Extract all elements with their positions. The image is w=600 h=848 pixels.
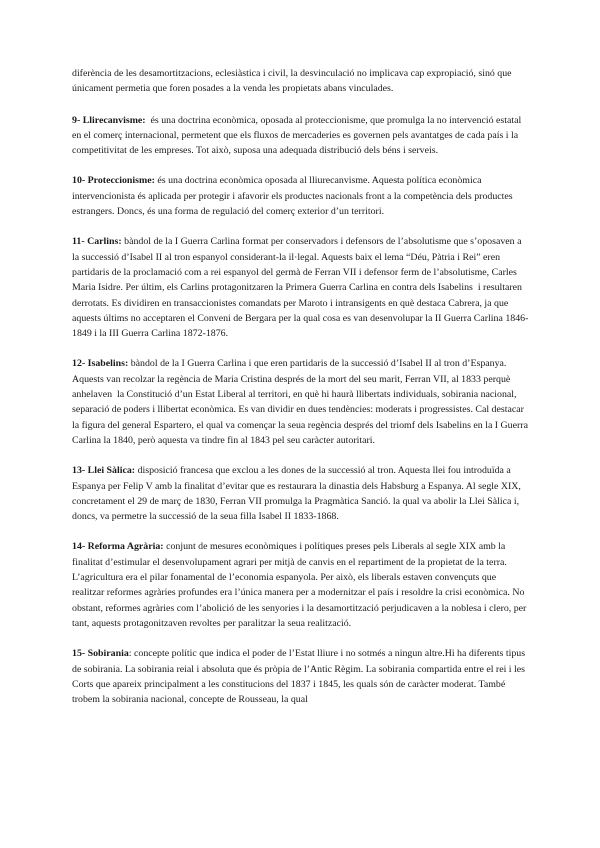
entry-sobirania <box>72 646 529 707</box>
entry-llei-salica <box>72 463 529 524</box>
entry-term: 12- Isabelins: <box>72 358 129 370</box>
entry-text: : concepte polític que indica el poder de l’Estat lliure i no sotmés a ningun altre.Hi ha diferents tipus de sobirania. La sobirania reial i absoluta que és pròpia de l’Antic Règim. La sobirania compartida entre el rei i les Corts que apareix principalment a les constitucions del 1837 i 1845, les quals són de caràcter moderat. També trobem la sobirania nacional, concepte de Rousseau, la qual <box>72 648 528 706</box>
entry-term: 9- Llirecanvisme: <box>72 114 146 126</box>
entry-carlins <box>72 234 529 341</box>
entry-text: bàndol de la I Guerra Carlina i que eren partidaris de la successió d’Isabel II al tron d’Espanya. Aquests van recolzar la regència de Maria Cristina després de la mort del seu marit, Ferran VII, al 1833 perquè anhelaven la Constitució d’un Estat Liberal al territori, en què hi haurà llibertats individuals, sobirania nacional, separació de poders i llibertat econòmica. Es van dividir en dues tendències: moderats i progressistes. Cal destacar la figura del general Espartero, el qual va començar la seua regència després del triomf dels Isabelins en la I Guerra Carlina la 1840, però aquesta va tindre fin al 1843 pel seu caràcter autoritari. <box>72 358 531 446</box>
entry-term: 10- Proteccionisme: <box>72 175 155 187</box>
entry-text: bàndol de la I Guerra Carlina format per conservadors i defensors de l’absolutisme que s’oposaven a la successió d’Isabel II al tron espanyol considerant-la il·legal. Aquests baix el lema “Déu, Pàtria i Rei” eren partidaris de la proclamació com a rei espanyol del germà de Ferran VII i defensor ferm de l’absolutisme, Carles Maria Isidre. Per últim, els Carlins protagonitzaren la Primera Guerra Carlina en contra dels Isabelins i resultaren derrotats. Es dividiren en transaccionistes comandats per Maroto i intransigents en què destaca Cabrera, ja que aquests últims no acceptaren el Conveni de Bergara per la qual cosa es van desenvolupar la II Guerra Carlina 1846-1849 i la III Guerra Carlina 1872-1876. <box>72 236 529 340</box>
entry-text: disposició francesa que exclou a les dones de la successió al tron. Aquesta llei fou introduïda a Espanya per Felip V amb la finalitat d’evitar que es restaurara la dinastia dels Habsburg a Espanya. Al segle XIX, concretament el 29 de març de 1830, Ferran VII promulga la Pragmàtica Sanció. la qual va abolir la Llei Sàlica i, doncs, va permetre la successió de la seua filla Isabel II 1833-1868. <box>72 465 524 523</box>
entry-term: 11- Carlins: <box>72 236 122 248</box>
entry-isabelins <box>72 356 529 448</box>
entry-text: és una doctrina econòmica oposada al lliurecanvisme. Aquesta política econòmica intervencionista és aplicada per protegir i afavorir els productes nacionals front a la competència dels productes estrangers. Doncs, és una forma de regulació del comerç exterior d’un territori. <box>72 175 516 218</box>
intro-paragraph <box>72 66 529 97</box>
entry-proteccionisme <box>72 173 529 219</box>
entry-term: 13- Llei Sàlica: <box>72 465 136 477</box>
entry-librecanvisme <box>72 113 529 159</box>
entry-term: 15- Sobirania <box>72 648 129 660</box>
entry-text: és una doctrina econòmica, oposada al proteccionisme, que promulga la no intervenció estatal en el comerç internacional, permetent que els fluxos de mercaderies es governen pels avantatges de cada país i la competitivitat de les empreses. Tot això, suposa una adequada distribució dels béns i serveis. <box>72 114 524 157</box>
entry-term: 14- Reforma Agrària: <box>72 541 164 553</box>
document-page <box>72 66 529 722</box>
intro-text: diferència de les desamortitzacions, eclesiàstica i civil, la desvinculació no implicava cap expropiació, sinó que únicament permetia que foren posades a la venda les propietats abans vinculades. <box>72 68 512 95</box>
entry-reforma-agraria <box>72 539 529 631</box>
entry-text: conjunt de mesures econòmiques i polítiques preses pels Liberals al segle XIX amb la finalitat d’estimular el desenvolupament agrari per mitjà de canvis en el repartiment de la propietat de la terra. L’agricultura era el pilar fonamental de l’economia espanyola. Per això, els liberals estaven convençuts que realitzar reformes agràries profundes era l’única manera per a modernitzar el país i resoldre la crisi econòmica. No obstant, reformes agràries com l’abolició de les senyories i la desamortització perjudicaven a la noblesa i clero, per tant, aquests protagonitzaven revoltes per paralitzar la seua realització. <box>72 541 529 629</box>
